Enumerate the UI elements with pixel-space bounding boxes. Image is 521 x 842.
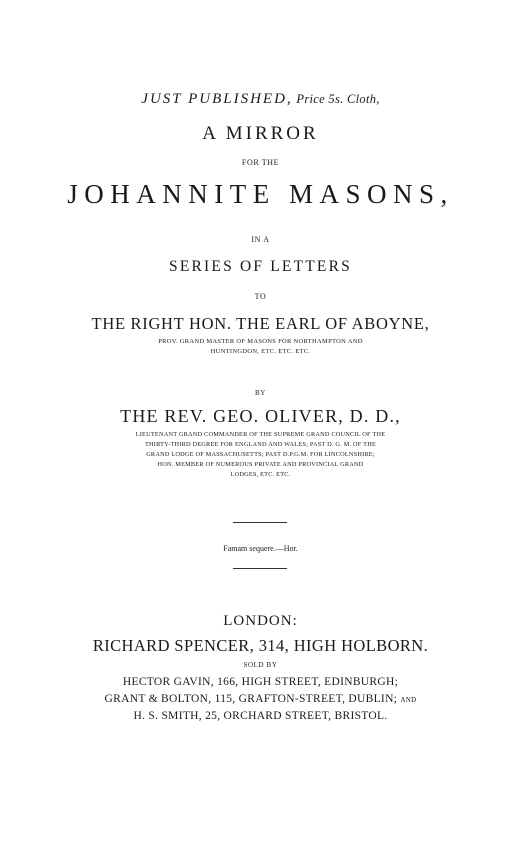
dedicatee-title-line-1: PROV. GRAND MASTER OF MASONS FOR NORTHAMPTON AND (158, 338, 363, 345)
epigraph: Famam sequere.—Hor. (223, 544, 298, 553)
announcement-price: Price 5s. Cloth, (296, 92, 380, 106)
author-credentials-line-4: HON. MEMBER OF NUMEROUS PRIVATE AND PROVINCIAL GRAND (157, 461, 364, 468)
imprint-city: LONDON: (223, 613, 298, 629)
imprint-agent-2-row (0, 694, 521, 706)
title-line-mirror: A MIRROR (202, 123, 319, 144)
author-name: THE REV. GEO. OLIVER, D. D., (120, 406, 401, 426)
imprint-agent-1: HECTOR GAVIN, 166, HIGH STREET, EDINBURGH; (122, 676, 399, 688)
author-credentials-line-3: GRAND LODGE OF MASSACHUSETTS; PAST D.P.G.M. FOR LINCOLNSHIRE; (146, 451, 375, 458)
imprint-agent-2: GRANT & BOLTON, 115, GRAFTON-STREET, DUBLIN; (104, 693, 398, 705)
title-line-series-of-letters: SERIES OF LETTERS (169, 258, 352, 275)
dedicatee-name: THE RIGHT HON. THE EARL OF ABOYNE, (91, 314, 430, 333)
imprint-agent-3: H. S. SMITH, 25, ORCHARD STREET, BRISTOL. (133, 710, 388, 722)
imprint-sold-by: SOLD BY (243, 661, 278, 669)
announcement (0, 92, 521, 107)
dedicatee-title-line-2: HUNTINGDON, ETC. ETC. ETC. (210, 348, 311, 355)
author-credentials-line-5: LODGES, ETC. ETC. (230, 471, 291, 478)
imprint-publisher: RICHARD SPENCER, 314, HIGH HOLBORN. (92, 636, 429, 655)
title-line-for-the: FOR THE (241, 158, 280, 167)
divider-rule-top (233, 522, 287, 523)
title-line-in-a: IN A (251, 235, 270, 244)
divider-rule-bottom (233, 568, 287, 569)
announcement-lead: JUST PUBLISHED, (141, 91, 293, 107)
author-credentials-line-2: THIRTY-THIRD DEGREE FOR ENGLAND AND WALES; PAST D. G. M. OF THE (145, 441, 376, 448)
author-by: BY (255, 389, 266, 397)
title-line-to: TO (254, 292, 267, 301)
author-credentials-line-1: LIEUTENANT GRAND COMMANDER OF THE SUPREME GRAND COUNCIL OF THE (135, 431, 386, 438)
imprint-agent-2-and: AND (400, 696, 417, 704)
title-line-johannite-masons: JOHANNITE MASONS, (67, 179, 454, 209)
